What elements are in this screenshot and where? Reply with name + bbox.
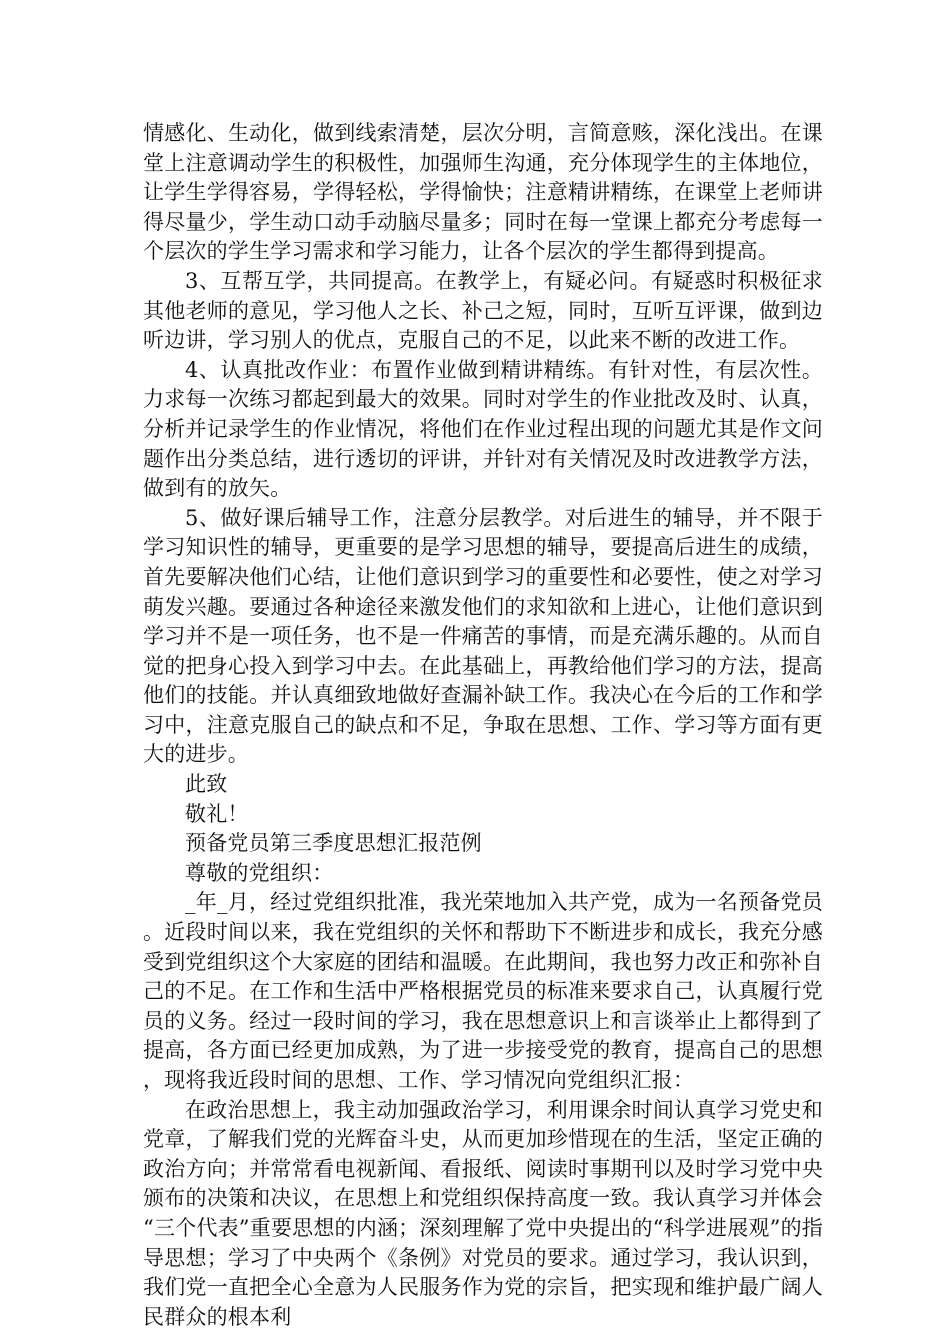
closing-salutation: 此致 <box>185 772 228 797</box>
paragraph-homework-correction: 4、认真批改作业：布置作业做到精讲精练。有针对性，有层次性。力求每一次练习都起到最大的效果。同时对学生的作业批改及时、认真，分析并记录学生的作业情况，将他们在作业过程出现的问题尤其是作文问题作出分类总结，进行透切的评讲，并针对有关情况及时改进教学方法，做到有的放矢。 <box>143 357 823 501</box>
paragraph-political-thought: 在政治思想上，我主动加强政治学习，利用课余时间认真学习党史和党章，了解我们党的光辉奋斗史，从而更加珍惜现在的生活，坚定正确的政治方向；并常常看电视新闻、看报纸、阅读时事期刊以及时学习党中央颁布的决策和决议，在思想上和党组织保持高度一致。我认真学习并体会“三个代表”重要思想的内涵；深刻理解了党中央提出的“科学进展观”的指导思想；学习了中央两个《条例》对党员的要求。通过学习，我认识到，我们党一直把全心全意为人民服务作为党的宗旨，把实现和维护最广阔人民群众的根本利 <box>143 1097 823 1329</box>
paragraph-teaching-methods: 情感化、生动化，做到线索清楚，层次分明，言简意赅，深化浅出。在课堂上注意调动学生的积极性，加强师生沟通，充分体现学生的主体地位，让学生学得容易，学得轻松，学得愉快；注意精讲精练，在课堂上老师讲得尽量少，学生动口动手动脑尽量多；同时在每一堂课上都充分考虑每一个层次的学生学习需求和学习能力，让各个层次的学生都得到提高。 <box>143 121 823 264</box>
closing-respect: 敬礼！ <box>185 801 249 826</box>
document-page <box>143 119 823 1332</box>
paragraph-joining-party: _年_月，经过党组织批准，我光荣地加入共产党，成为一名预备党员。近段时间以来，我在党组织的关怀和帮助下不断进步和成长，我充分感受到党组织这个大家庭的团结和温暖。在此期间，我也努力改正和弥补自己的不足。在工作和生活中严格根据党员的标准来要求自己，认真履行党员的义务。经过一段时间的学习，我在思想意识上和言谈举止上都得到了提高，各方面已经更加成熟，为了进一步接受党的教育，提高自己的思想，现将我近段时间的思想、工作、学习情况向党组织汇报： <box>143 890 823 1092</box>
section-title: 预备党员第三季度思想汇报范例 <box>185 831 482 856</box>
paragraph-mutual-learning: 3、互帮互学，共同提高。在教学上，有疑必问。有疑惑时积极征求其他老师的意见，学习他人之长、补己之短，同时，互听互评课，做到边听边讲，学习别人的优点，克服自己的不足，以此来不断的改进工作。 <box>143 268 823 353</box>
paragraph-after-class-tutoring: 5、做好课后辅导工作，注意分层教学。对后进生的辅导，并不限于学习知识性的辅导，更重要的是学习思想的辅导，要提高后进生的成绩，首先要解决他们心结，让他们意识到学习的重要性和必要性，使之对学习萌发兴趣。要通过各种途径来激发他们的求知欲和上进心，让他们意识到学习并不是一项任务，也不是一件痛苦的事情，而是充满乐趣的。从而自觉的把身心投入到学习中去。在此基础上，再教给他们学习的方法，提高他们的技能。并认真细致地做好查漏补缺工作。我决心在今后的工作和学习中，注意克服自己的缺点和不足，争取在思想、工作、学习等方面有更大的进步。 <box>143 505 823 767</box>
letter-greeting: 尊敬的党组织： <box>185 860 334 885</box>
